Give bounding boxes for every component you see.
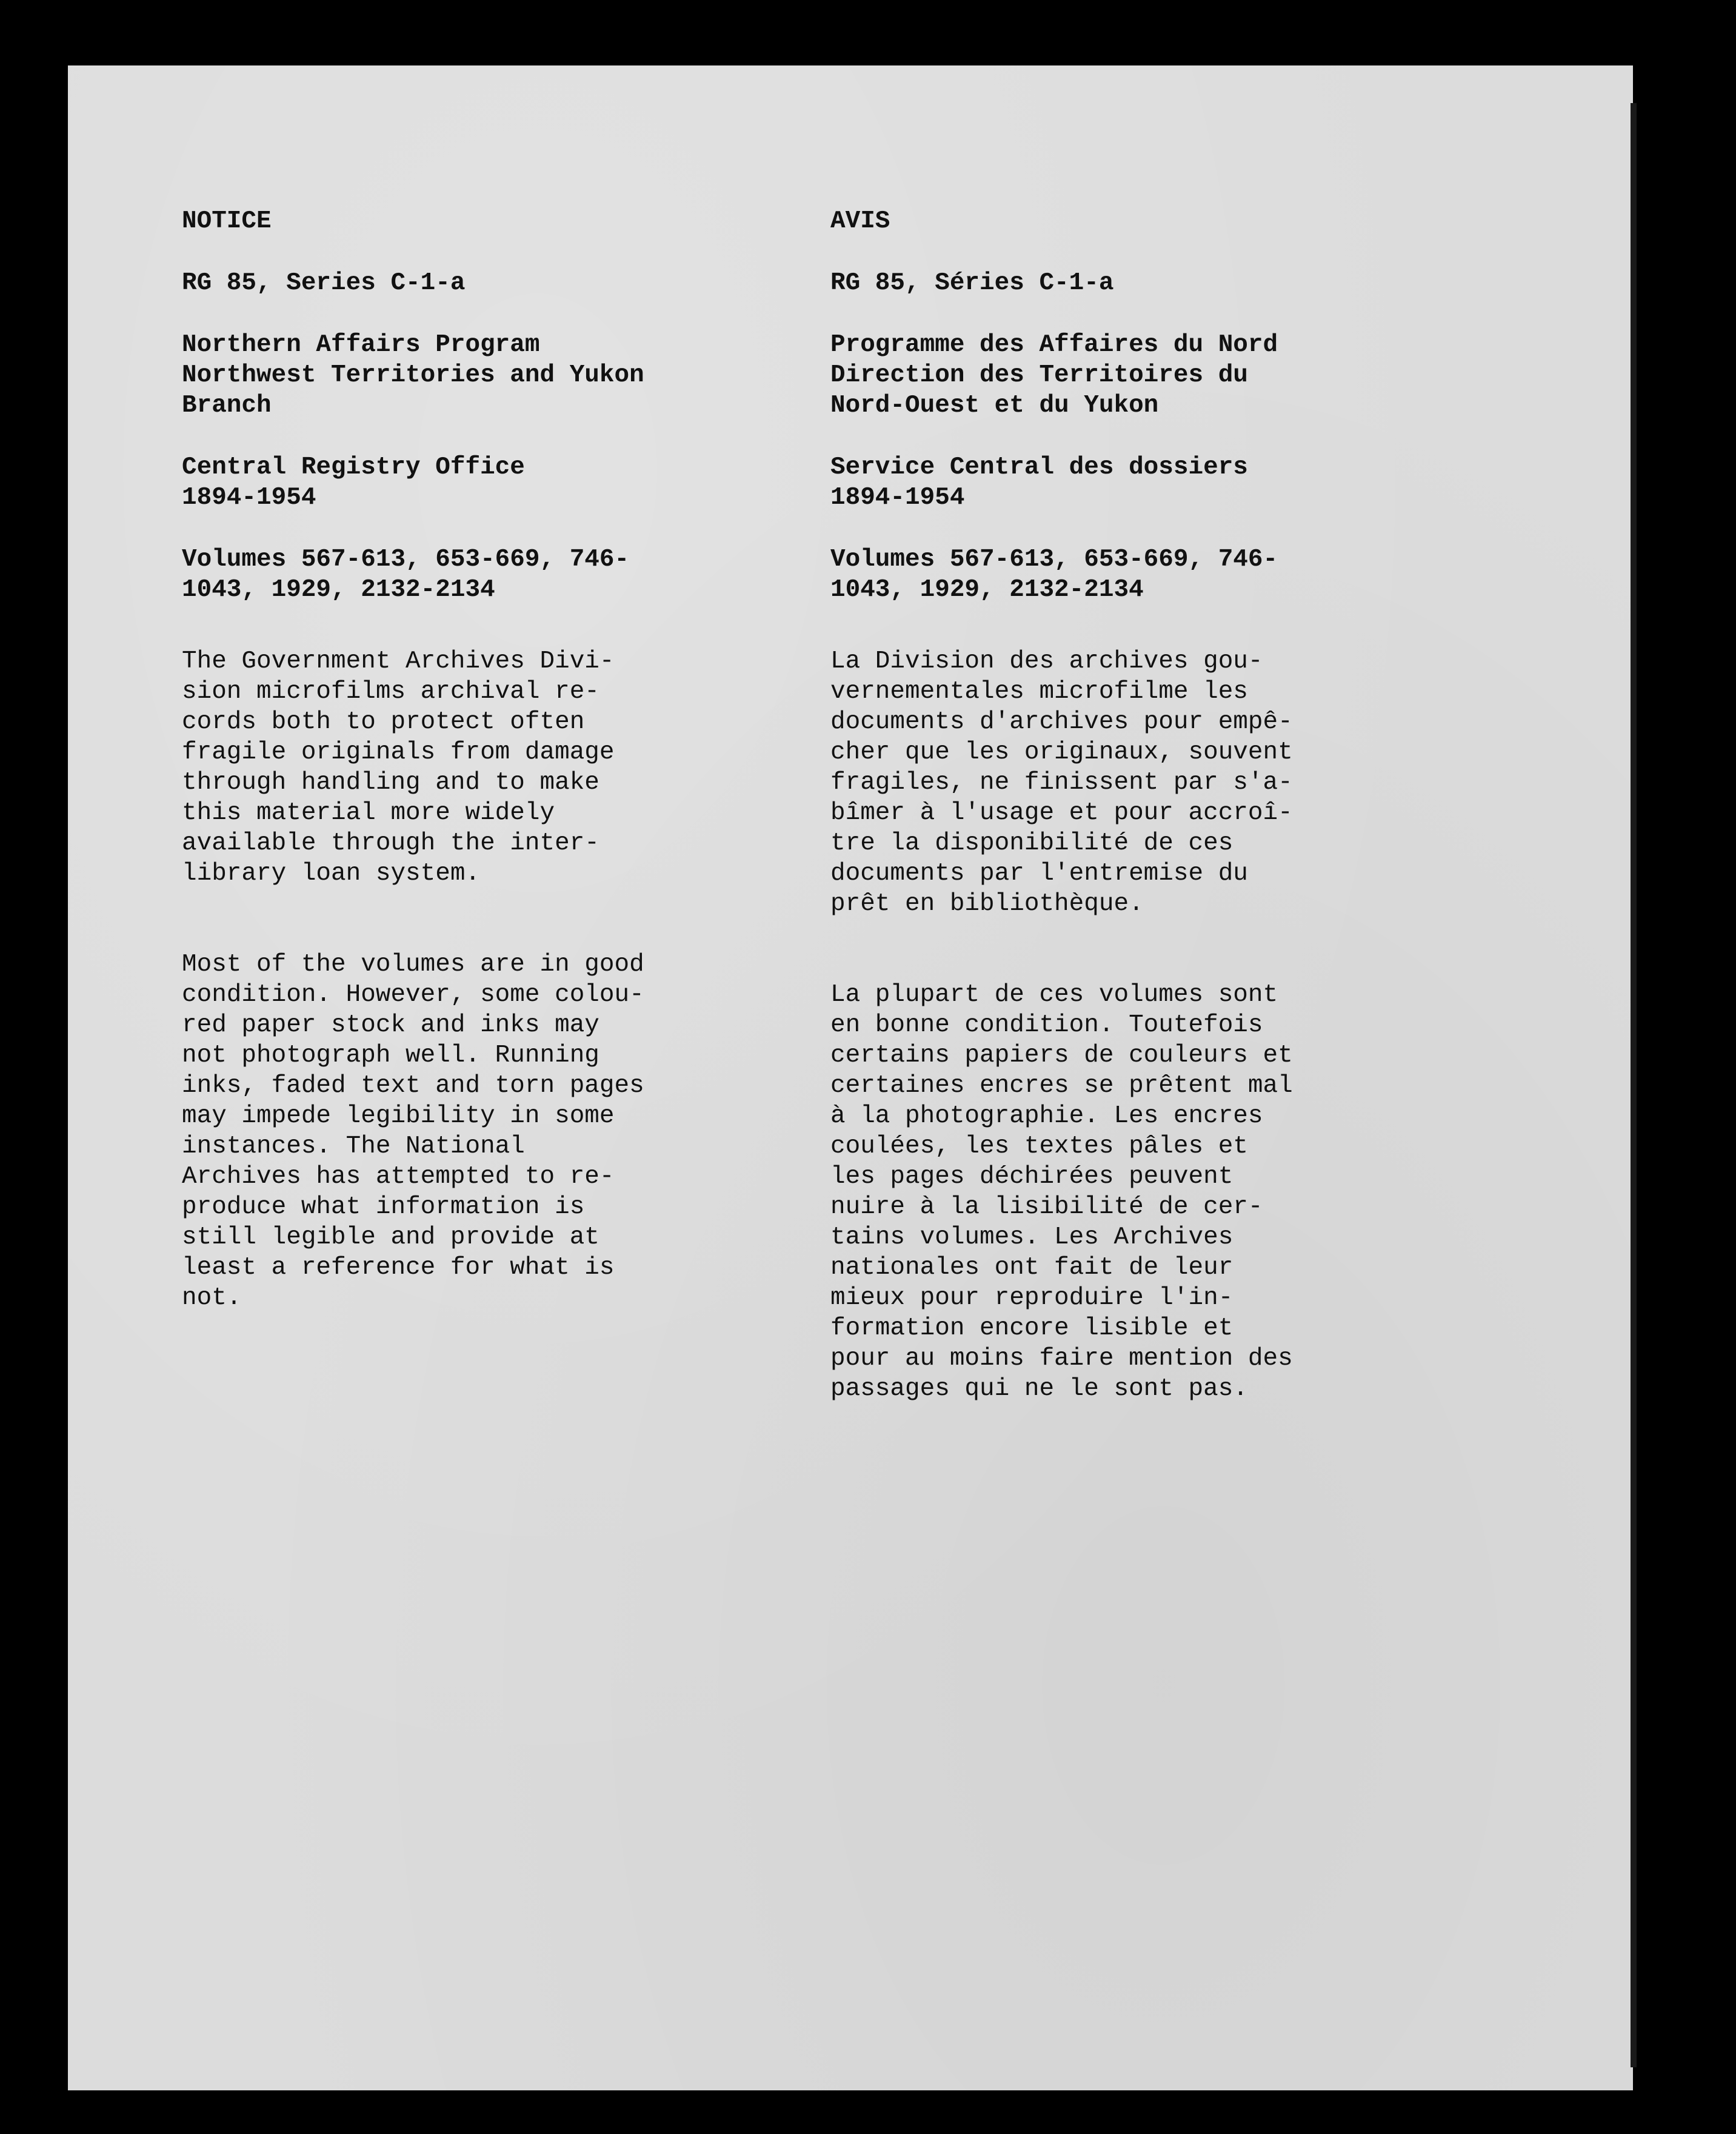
program-name: Northern Affairs Program Northwest Territories and Yukon Branch: [182, 331, 644, 420]
volumes-list-fr: Volumes 567-613, 653-669, 746- 1043, 1929, 2132-2134: [830, 546, 1278, 604]
notice-heading: NOTICE: [182, 207, 272, 235]
condition-paragraph-fr: La plupart de ces volumes sont en bonne condition. Toutefois certains papiers de couleurs et certaines encres se prêtent mal à la photographie. Les encres coulées, les textes pâles et les pages déchirées peuvent nuire à la lisibilité de cer- tains volumes. Les Archives nationales ont fait de leur mieux pour reproduire l'in- formation encore lisible et pour au moins faire mention des passages qui ne le sont pas.: [830, 981, 1293, 1403]
office-name-fr: Service Central des dossiers 1894-1954: [830, 453, 1248, 512]
record-group: RG 85, Series C-1-a: [182, 269, 466, 297]
condition-paragraph: Most of the volumes are in good condition. However, some colou- red paper stock and inks may not photograph well. Running inks, faded text and torn pages may impede legibility in some instances. The National Archives has attempted to re- produce what information is still legible and provide at least a reference for what is not.: [182, 951, 644, 1312]
record-group-fr: RG 85, Séries C-1-a: [830, 269, 1114, 297]
microfilm-paragraph-fr: La Division des archives gou- vernementales microfilme les documents d'archives pour empê- cher que les originaux, souvent fragiles, ne finissent par s'a- bîmer à l'usage et pour accroî- tre la disponibilité de ces documents par l'entremise du prêt en bibliothèque.: [830, 647, 1293, 918]
office-name: Central Registry Office 1894-1954: [182, 453, 525, 512]
notice-heading-fr: AVIS: [830, 207, 890, 235]
french-column: [830, 206, 1400, 1465]
volumes-list: Volumes 567-613, 653-669, 746- 1043, 1929, 2132-2134: [182, 546, 630, 604]
english-column: [182, 206, 752, 1374]
microfilm-paragraph: The Government Archives Divi- sion microfilms archival re- cords both to protect often fragile originals from damage through handling and to make this material more widely available through the inter- library loan system.: [182, 647, 615, 888]
page-edge-shadow: [1631, 103, 1637, 2067]
program-name-fr: Programme des Affaires du Nord Direction des Territoires du Nord-Ouest et du Yukon: [830, 331, 1278, 420]
